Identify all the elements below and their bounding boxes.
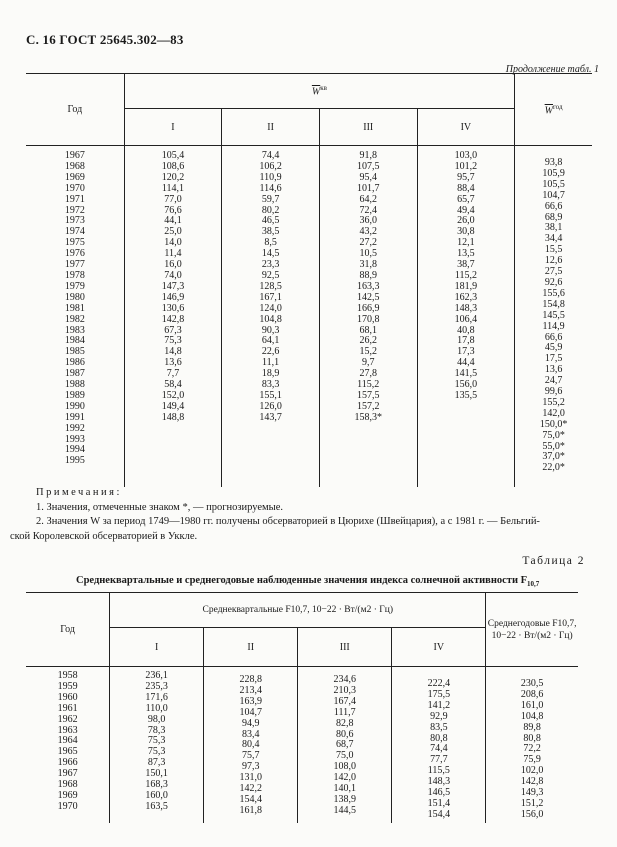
t1-w-annual-header: $\overline{W}^{год}$ (515, 74, 592, 146)
t2-quarterly-header: Среднеквартальные F10,7, 10−22 · Вт/(м2 · Гц) (110, 593, 486, 628)
t1-w-quarterly-header: $\overline{W}^{кв}$ (124, 74, 515, 109)
t1-annual-column: 93,8 105,9 105,5 104,7 66,6 68,9 38,1 34,4 15,5 12,6 27,5 92,6 155,6 154,8 145,5 114,9 66,6 45,9 17,5 13,6 24,7 99,6 155,2 142,0 150,0* 75,0* 55,0* 37,0* 22,0* (539, 157, 568, 474)
t2-quarter-3-header: III (298, 628, 392, 667)
t2-q2-column: 228,8 213,4 163,9 104,7 94,9 83,4 80,4 75,7 97,3 131,0 142,2 154,4 161,8 (239, 674, 262, 816)
t1-quarter-1-header: I (124, 109, 222, 146)
t1-q1-column: 105,4 108,6 120,2 114,1 77,0 76,6 44,1 25,0 14,0 11,4 16,0 74,0 147,3 146,9 130,6 142,8 67,3 75,3 14,8 13,6 7,7 58,4 152,0 149,4 148,8 (161, 150, 185, 423)
t2-quarter-2-header: II (204, 628, 298, 667)
page-header: С. 16 ГОСТ 25645.302—83 (26, 32, 184, 47)
note-2: 2. Значения W за период 1749—1980 гг. получены обсерваторией в Цюрихе (Швейцария), а с 1981 г. — Бельгий- (36, 516, 540, 527)
note-2-cont: ской Королевской обсерваторией в Уккле. (10, 530, 198, 542)
t2-q3-column: 234,6 210,3 167,4 111,7 82,8 80,6 68,7 75,0 108,0 142,0 140,1 138,9 144,5 (333, 674, 357, 816)
t2-quarter-4-header: IV (392, 628, 486, 667)
t2-year-header: Год (60, 624, 75, 635)
t2-quarter-1-header: I (110, 628, 204, 667)
table-1 (26, 73, 592, 487)
t1-year-header: Год (67, 104, 83, 115)
t1-years-column: 1967 1968 1969 1970 1971 1972 1973 1974 1975 1976 1977 1978 1979 1980 1981 1982 1983 1984 1985 1986 1987 1988 1989 1990 1991 1992 1993 1994 1995 (64, 150, 85, 467)
t1-q3-column: 91,8 107,5 95,4 101,7 64,2 72,4 36,0 43,2 27,2 10,5 31,8 88,9 163,3 142,5 166,9 170,8 68,1 26,2 15,2 9,7 27,8 115,2 157,5 157,2 158,3* (354, 150, 382, 423)
t1-q4-column: 103,0 101,2 95,7 88,4 65,7 49,4 26,0 30,8 12,1 13,5 38,7 115,2 181,9 162,3 148,3 106,4 40,8 17,8 17,3 44,4 141,5 156,0 135,5 (454, 150, 478, 401)
table-2-caption: Таблица 2 (522, 555, 585, 567)
t2-annual-header: Среднегодовые F10,7, 10−22 · Вт/(м2 · Гц) (486, 593, 578, 667)
t1-q2-column: 74,4 106,2 110,9 114,6 59,7 80,2 46,5 38,5 8,5 14,5 23,3 92,5 128,5 167,1 124,0 104,8 90,3 64,1 22,6 11,1 18,9 83,3 155,1 126,0 143,7 (259, 150, 282, 423)
notes-title: Примечания: (36, 487, 122, 498)
table-2-title: Среднеквартальные и среднегодовые наблюденные значения индекса солнечной активности $F_{10,7}$ (76, 575, 540, 589)
note-1: 1. Значения, отмеченные знаком *, — прогнозируемые. (36, 501, 284, 513)
t2-annual-column: 230,5 208,6 161,0 104,8 89,8 80,8 72,2 75,9 102,0 142,8 149,3 151,2 156,0 (520, 678, 544, 820)
t1-quarter-4-header: IV (417, 109, 515, 146)
t1-quarter-3-header: III (319, 109, 417, 146)
t2-years-column: 1958 1959 1960 1961 1962 1963 1964 1965 1966 1967 1968 1969 1970 (57, 670, 78, 812)
continuation-label: Продолжение табл. 1 (505, 64, 599, 75)
t2-q4-column: 222,4 175,5 141,2 92,9 83,5 80,8 74,4 77,7 115,5 148,3 146,5 151,4 154,4 (427, 678, 451, 820)
t1-quarter-2-header: II (222, 109, 320, 146)
notes (10, 486, 596, 544)
table-2 (26, 592, 578, 823)
t2-q1-column: 236,1 235,3 171,6 110,0 98,0 78,3 75,3 75,3 87,3 150,1 168,3 160,0 163,5 (145, 670, 168, 812)
